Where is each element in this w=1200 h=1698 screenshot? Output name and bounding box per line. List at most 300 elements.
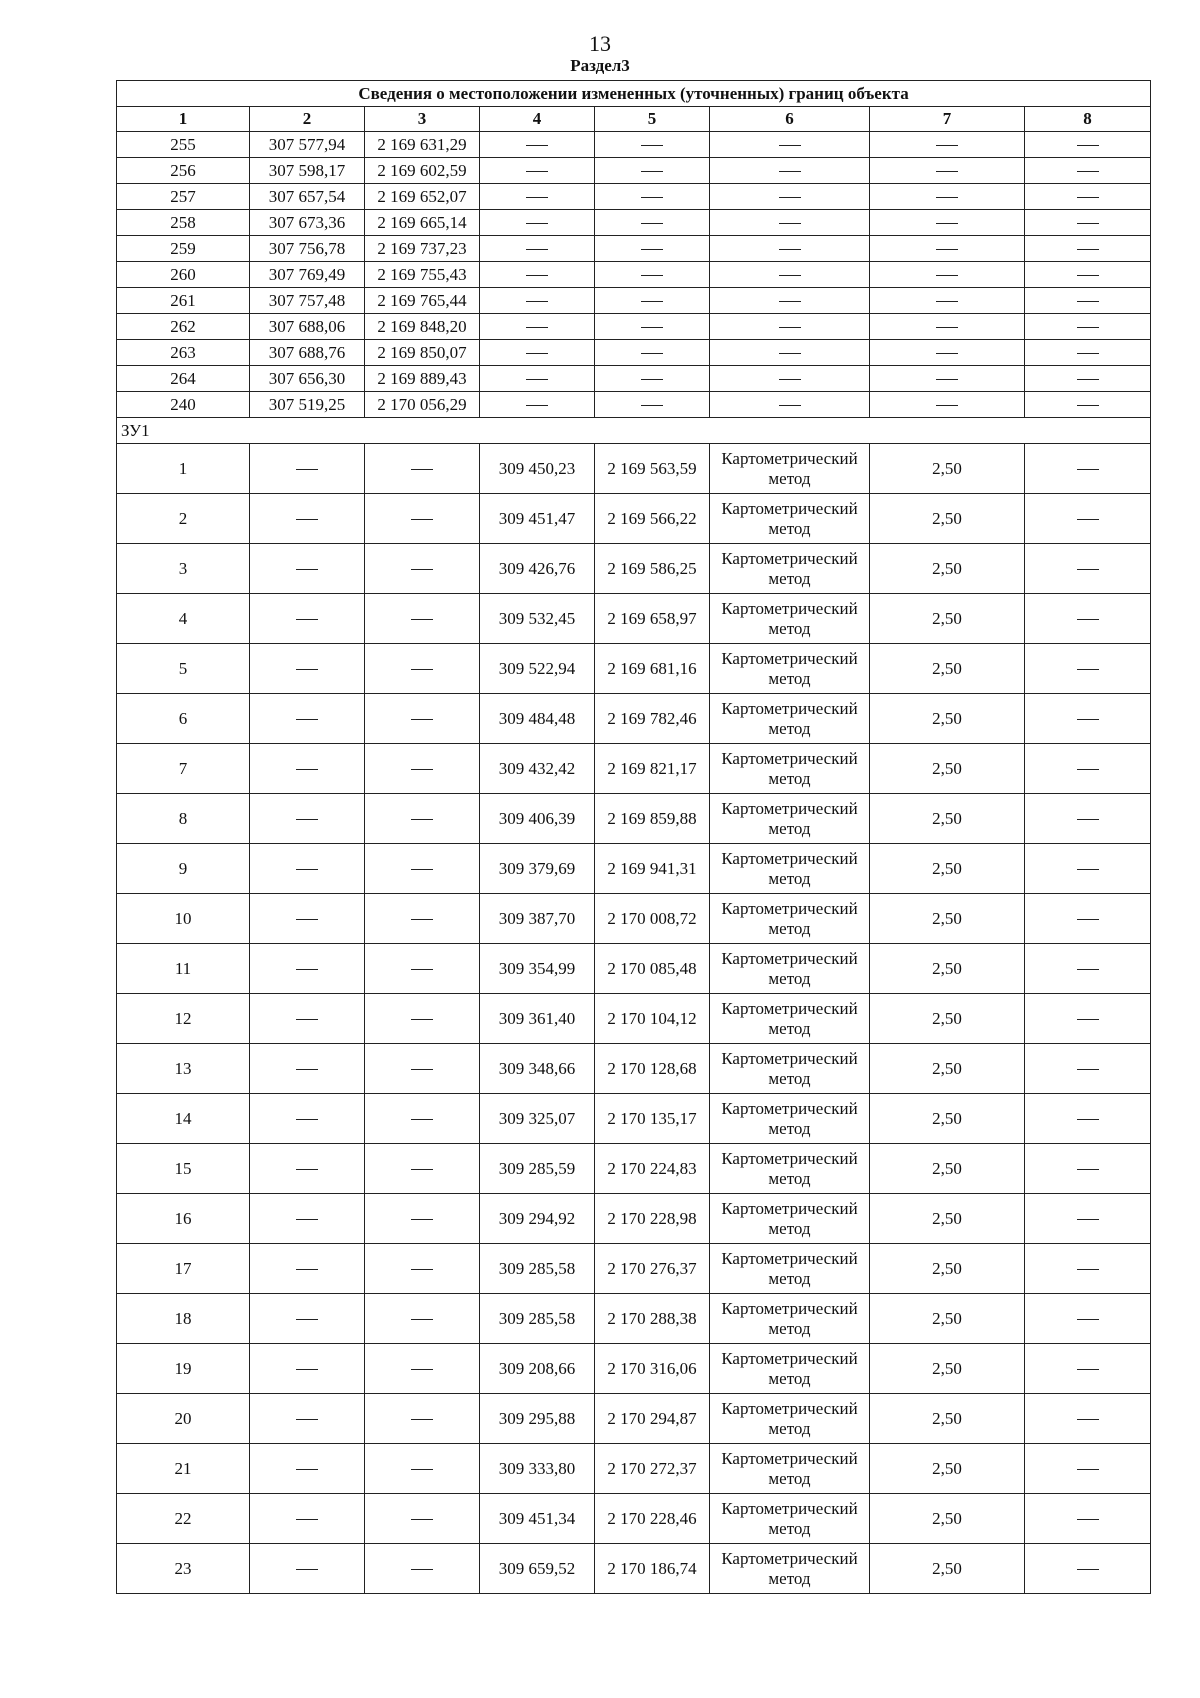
accuracy-cell: 2,50 <box>870 544 1025 594</box>
empty-cell <box>365 444 480 494</box>
empty-cell <box>250 1544 365 1594</box>
dash-mark <box>779 223 801 224</box>
table-row <box>117 1544 1151 1594</box>
empty-cell <box>480 288 595 314</box>
empty-cell <box>250 1094 365 1144</box>
method-cell: Картометрический метод <box>710 794 870 844</box>
accuracy-cell: 2,50 <box>870 1344 1025 1394</box>
table-row <box>117 288 1151 314</box>
column-number: 5 <box>595 107 710 132</box>
empty-cell <box>1025 1044 1151 1094</box>
empty-cell <box>250 944 365 994</box>
dash-mark <box>296 1469 318 1470</box>
empty-cell <box>1025 158 1151 184</box>
point-number: 256 <box>117 158 250 184</box>
coordinate-x-old: 307 577,94 <box>250 132 365 158</box>
table-row <box>117 340 1151 366</box>
method-cell: Картометрический метод <box>710 594 870 644</box>
empty-cell <box>480 366 595 392</box>
dash-mark <box>936 223 958 224</box>
dash-mark <box>526 405 548 406</box>
empty-cell <box>1025 1194 1151 1244</box>
dash-mark <box>526 301 548 302</box>
empty-cell <box>1025 288 1151 314</box>
dash-mark <box>779 405 801 406</box>
coordinate-x-old: 307 519,25 <box>250 392 365 418</box>
empty-cell <box>595 366 710 392</box>
empty-cell <box>480 132 595 158</box>
coordinate-y-new: 2 169 658,97 <box>595 594 710 644</box>
coordinate-y-new: 2 169 782,46 <box>595 694 710 744</box>
table-row <box>117 184 1151 210</box>
dash-mark <box>411 569 433 570</box>
dash-mark <box>1077 1569 1099 1570</box>
dash-mark <box>1077 301 1099 302</box>
method-cell: Картометрический метод <box>710 694 870 744</box>
dash-mark <box>936 379 958 380</box>
point-number: 263 <box>117 340 250 366</box>
empty-cell <box>250 544 365 594</box>
point-number: 2 <box>117 494 250 544</box>
coordinate-x-new: 309 208,66 <box>480 1344 595 1394</box>
table-row <box>117 158 1151 184</box>
empty-cell <box>1025 744 1151 794</box>
dash-mark <box>526 275 548 276</box>
empty-cell <box>710 184 870 210</box>
dash-mark <box>779 171 801 172</box>
column-number: 6 <box>710 107 870 132</box>
page-number: 13 <box>589 31 611 56</box>
empty-cell <box>480 184 595 210</box>
method-cell: Картометрический метод <box>710 1294 870 1344</box>
empty-cell <box>480 314 595 340</box>
point-number: 5 <box>117 644 250 694</box>
dash-mark <box>411 1369 433 1370</box>
empty-cell <box>1025 994 1151 1044</box>
column-number: 7 <box>870 107 1025 132</box>
coordinate-x-new: 309 295,88 <box>480 1394 595 1444</box>
table-row <box>117 132 1151 158</box>
empty-cell <box>1025 314 1151 340</box>
empty-cell <box>250 1444 365 1494</box>
column-number: 8 <box>1025 107 1151 132</box>
dash-mark <box>641 327 663 328</box>
empty-cell <box>1025 694 1151 744</box>
dash-mark <box>411 919 433 920</box>
empty-cell <box>250 1244 365 1294</box>
empty-cell <box>365 594 480 644</box>
table-row <box>117 1444 1151 1494</box>
dash-mark <box>936 197 958 198</box>
dash-mark <box>296 1519 318 1520</box>
accuracy-cell: 2,50 <box>870 794 1025 844</box>
dash-mark <box>1077 769 1099 770</box>
dash-mark <box>1077 569 1099 570</box>
coordinate-y-old: 2 169 652,07 <box>365 184 480 210</box>
dash-mark <box>936 301 958 302</box>
accuracy-cell: 2,50 <box>870 1394 1025 1444</box>
dash-mark <box>641 145 663 146</box>
dash-mark <box>641 353 663 354</box>
point-number: 240 <box>117 392 250 418</box>
empty-cell <box>595 236 710 262</box>
dash-mark <box>936 353 958 354</box>
dash-mark <box>936 275 958 276</box>
dash-mark <box>1077 519 1099 520</box>
table-caption-row <box>117 81 1151 107</box>
empty-cell <box>250 844 365 894</box>
accuracy-cell: 2,50 <box>870 994 1025 1044</box>
empty-cell <box>870 262 1025 288</box>
dash-mark <box>1077 379 1099 380</box>
coordinate-x-new: 309 333,80 <box>480 1444 595 1494</box>
empty-cell <box>1025 944 1151 994</box>
table-row <box>117 644 1151 694</box>
empty-cell <box>870 366 1025 392</box>
empty-cell <box>710 210 870 236</box>
coordinate-y-old: 2 169 602,59 <box>365 158 480 184</box>
table-row <box>117 894 1151 944</box>
column-number: 2 <box>250 107 365 132</box>
dash-mark <box>1077 469 1099 470</box>
coordinate-y-new: 2 169 821,17 <box>595 744 710 794</box>
empty-cell <box>1025 340 1151 366</box>
coordinate-y-new: 2 169 563,59 <box>595 444 710 494</box>
dash-mark <box>1077 1069 1099 1070</box>
accuracy-cell: 2,50 <box>870 1444 1025 1494</box>
empty-cell <box>250 1394 365 1444</box>
dash-mark <box>296 869 318 870</box>
dash-mark <box>296 1269 318 1270</box>
coordinate-x-new: 309 406,39 <box>480 794 595 844</box>
empty-cell <box>365 1344 480 1394</box>
coordinate-x-new: 309 361,40 <box>480 994 595 1044</box>
empty-cell <box>1025 1494 1151 1544</box>
method-cell: Картометрический метод <box>710 944 870 994</box>
dash-mark <box>1077 869 1099 870</box>
dash-mark <box>411 769 433 770</box>
empty-cell <box>870 314 1025 340</box>
coordinate-x-new: 309 387,70 <box>480 894 595 944</box>
point-number: 255 <box>117 132 250 158</box>
table-row <box>117 366 1151 392</box>
dash-mark <box>526 249 548 250</box>
dash-mark <box>296 1419 318 1420</box>
group-row <box>117 418 1151 444</box>
point-number: 19 <box>117 1344 250 1394</box>
point-number: 6 <box>117 694 250 744</box>
empty-cell <box>870 392 1025 418</box>
method-cell: Картометрический метод <box>710 444 870 494</box>
empty-cell <box>710 288 870 314</box>
point-number: 262 <box>117 314 250 340</box>
empty-cell <box>1025 366 1151 392</box>
coordinate-y-new: 2 170 085,48 <box>595 944 710 994</box>
empty-cell <box>595 184 710 210</box>
dash-mark <box>296 1219 318 1220</box>
empty-cell <box>365 794 480 844</box>
accuracy-cell: 2,50 <box>870 894 1025 944</box>
empty-cell <box>365 744 480 794</box>
dash-mark <box>296 519 318 520</box>
empty-cell <box>250 444 365 494</box>
table-row <box>117 444 1151 494</box>
empty-cell <box>870 210 1025 236</box>
accuracy-cell: 2,50 <box>870 1544 1025 1594</box>
method-cell: Картометрический метод <box>710 494 870 544</box>
point-number: 22 <box>117 1494 250 1544</box>
coordinate-x-old: 307 757,48 <box>250 288 365 314</box>
point-number: 260 <box>117 262 250 288</box>
table-row <box>117 794 1151 844</box>
coordinate-y-new: 2 170 294,87 <box>595 1394 710 1444</box>
table-row <box>117 494 1151 544</box>
coordinate-y-new: 2 170 228,46 <box>595 1494 710 1544</box>
method-cell: Картометрический метод <box>710 1494 870 1544</box>
empty-cell <box>250 644 365 694</box>
dash-mark <box>1077 1319 1099 1320</box>
dash-mark <box>411 619 433 620</box>
dash-mark <box>411 1419 433 1420</box>
dash-mark <box>296 669 318 670</box>
empty-cell <box>1025 1094 1151 1144</box>
dash-mark <box>411 1319 433 1320</box>
empty-cell <box>1025 1394 1151 1444</box>
empty-cell <box>365 994 480 1044</box>
dash-mark <box>1077 1169 1099 1170</box>
table-row <box>117 314 1151 340</box>
point-number: 4 <box>117 594 250 644</box>
empty-cell <box>595 314 710 340</box>
dash-mark <box>779 145 801 146</box>
coordinate-x-new: 309 285,58 <box>480 1244 595 1294</box>
point-number: 10 <box>117 894 250 944</box>
empty-cell <box>1025 894 1151 944</box>
column-number: 1 <box>117 107 250 132</box>
table-row <box>117 1144 1151 1194</box>
coordinate-x-old: 307 657,54 <box>250 184 365 210</box>
coordinate-x-new: 309 285,59 <box>480 1144 595 1194</box>
empty-cell <box>710 340 870 366</box>
table-row <box>117 1394 1151 1444</box>
coordinate-x-new: 309 659,52 <box>480 1544 595 1594</box>
dash-mark <box>936 249 958 250</box>
dash-mark <box>296 719 318 720</box>
dash-mark <box>296 469 318 470</box>
coordinate-x-new: 309 348,66 <box>480 1044 595 1094</box>
dash-mark <box>1077 275 1099 276</box>
dash-mark <box>411 669 433 670</box>
coordinate-x-new: 309 426,76 <box>480 544 595 594</box>
point-number: 1 <box>117 444 250 494</box>
accuracy-cell: 2,50 <box>870 944 1025 994</box>
method-cell: Картометрический метод <box>710 644 870 694</box>
empty-cell <box>365 1244 480 1294</box>
table-row <box>117 210 1151 236</box>
empty-cell <box>365 644 480 694</box>
empty-cell <box>710 236 870 262</box>
table-row <box>117 1494 1151 1544</box>
empty-cell <box>1025 544 1151 594</box>
coordinate-y-old: 2 169 631,29 <box>365 132 480 158</box>
empty-cell <box>710 314 870 340</box>
coordinate-y-new: 2 169 586,25 <box>595 544 710 594</box>
column-number-row <box>117 107 1151 132</box>
table-row <box>117 994 1151 1044</box>
coordinate-y-new: 2 170 316,06 <box>595 1344 710 1394</box>
accuracy-cell: 2,50 <box>870 844 1025 894</box>
table-row <box>117 544 1151 594</box>
empty-cell <box>1025 844 1151 894</box>
accuracy-cell: 2,50 <box>870 1094 1025 1144</box>
empty-cell <box>595 288 710 314</box>
dash-mark <box>526 145 548 146</box>
empty-cell <box>1025 1544 1151 1594</box>
dash-mark <box>411 1519 433 1520</box>
method-cell: Картометрический метод <box>710 894 870 944</box>
dash-mark <box>936 327 958 328</box>
coordinate-y-new: 2 169 941,31 <box>595 844 710 894</box>
empty-cell <box>870 236 1025 262</box>
coordinate-x-new: 309 285,58 <box>480 1294 595 1344</box>
dash-mark <box>641 301 663 302</box>
empty-cell <box>250 594 365 644</box>
dash-mark <box>1077 223 1099 224</box>
empty-cell <box>365 1544 480 1594</box>
empty-cell <box>365 544 480 594</box>
dash-mark <box>1077 1219 1099 1220</box>
dash-mark <box>1077 1419 1099 1420</box>
dash-mark <box>779 197 801 198</box>
dash-mark <box>526 379 548 380</box>
empty-cell <box>365 1044 480 1094</box>
point-number: 7 <box>117 744 250 794</box>
dash-mark <box>1077 353 1099 354</box>
accuracy-cell: 2,50 <box>870 1244 1025 1294</box>
point-number: 15 <box>117 1144 250 1194</box>
empty-cell <box>250 494 365 544</box>
point-number: 13 <box>117 1044 250 1094</box>
coordinate-x-old: 307 756,78 <box>250 236 365 262</box>
section-title: Раздел3 <box>570 56 630 75</box>
dash-mark <box>779 327 801 328</box>
dash-mark <box>296 769 318 770</box>
dash-mark <box>296 1119 318 1120</box>
empty-cell <box>480 262 595 288</box>
dash-mark <box>1077 969 1099 970</box>
dash-mark <box>641 405 663 406</box>
empty-cell <box>365 944 480 994</box>
method-cell: Картометрический метод <box>710 1344 870 1394</box>
method-cell: Картометрический метод <box>710 1544 870 1594</box>
accuracy-cell: 2,50 <box>870 1194 1025 1244</box>
dash-mark <box>526 353 548 354</box>
dash-mark <box>411 1219 433 1220</box>
empty-cell <box>1025 444 1151 494</box>
dash-mark <box>1077 719 1099 720</box>
empty-cell <box>250 1044 365 1094</box>
table-caption: Сведения о местоположении измененных (уточненных) границ объекта <box>117 81 1151 107</box>
dash-mark <box>779 275 801 276</box>
empty-cell <box>250 1144 365 1194</box>
dash-mark <box>641 197 663 198</box>
dash-mark <box>296 1319 318 1320</box>
dash-mark <box>296 569 318 570</box>
dash-mark <box>296 1069 318 1070</box>
column-number: 3 <box>365 107 480 132</box>
empty-cell <box>365 494 480 544</box>
table-row <box>117 1244 1151 1294</box>
coordinate-x-new: 309 484,48 <box>480 694 595 744</box>
coordinate-y-new: 2 170 186,74 <box>595 1544 710 1594</box>
dash-mark <box>936 171 958 172</box>
empty-cell <box>1025 1444 1151 1494</box>
accuracy-cell: 2,50 <box>870 1294 1025 1344</box>
coordinate-y-new: 2 170 135,17 <box>595 1094 710 1144</box>
table-row <box>117 1294 1151 1344</box>
coordinate-y-new: 2 170 228,98 <box>595 1194 710 1244</box>
coordinate-x-old: 307 598,17 <box>250 158 365 184</box>
method-cell: Картометрический метод <box>710 1194 870 1244</box>
coordinate-y-old: 2 169 755,43 <box>365 262 480 288</box>
empty-cell <box>365 1494 480 1544</box>
method-cell: Картометрический метод <box>710 744 870 794</box>
table-row <box>117 262 1151 288</box>
point-number: 16 <box>117 1194 250 1244</box>
empty-cell <box>480 340 595 366</box>
empty-cell <box>1025 794 1151 844</box>
empty-cell <box>365 844 480 894</box>
empty-cell <box>870 158 1025 184</box>
empty-cell <box>1025 1294 1151 1344</box>
point-number: 257 <box>117 184 250 210</box>
coordinate-y-new: 2 170 272,37 <box>595 1444 710 1494</box>
point-number: 258 <box>117 210 250 236</box>
coordinate-y-new: 2 170 008,72 <box>595 894 710 944</box>
point-number: 261 <box>117 288 250 314</box>
dash-mark <box>296 1019 318 1020</box>
empty-cell <box>480 392 595 418</box>
coordinate-x-old: 307 688,76 <box>250 340 365 366</box>
point-number: 11 <box>117 944 250 994</box>
group-label: ЗУ1 <box>117 418 1151 444</box>
method-cell: Картометрический метод <box>710 544 870 594</box>
empty-cell <box>870 340 1025 366</box>
empty-cell <box>870 288 1025 314</box>
coordinate-y-old: 2 169 889,43 <box>365 366 480 392</box>
empty-cell <box>1025 1244 1151 1294</box>
empty-cell <box>250 694 365 744</box>
empty-cell <box>365 1294 480 1344</box>
empty-cell <box>595 392 710 418</box>
boundary-coordinates-table <box>116 80 1151 1594</box>
empty-cell <box>250 994 365 1044</box>
point-number: 9 <box>117 844 250 894</box>
dash-mark <box>411 1469 433 1470</box>
coordinate-y-new: 2 170 288,38 <box>595 1294 710 1344</box>
point-number: 23 <box>117 1544 250 1594</box>
empty-cell <box>595 210 710 236</box>
dash-mark <box>1077 919 1099 920</box>
empty-cell <box>710 262 870 288</box>
accuracy-cell: 2,50 <box>870 594 1025 644</box>
dash-mark <box>296 1169 318 1170</box>
empty-cell <box>1025 132 1151 158</box>
empty-cell <box>595 132 710 158</box>
dash-mark <box>296 1569 318 1570</box>
accuracy-cell: 2,50 <box>870 644 1025 694</box>
empty-cell <box>480 158 595 184</box>
